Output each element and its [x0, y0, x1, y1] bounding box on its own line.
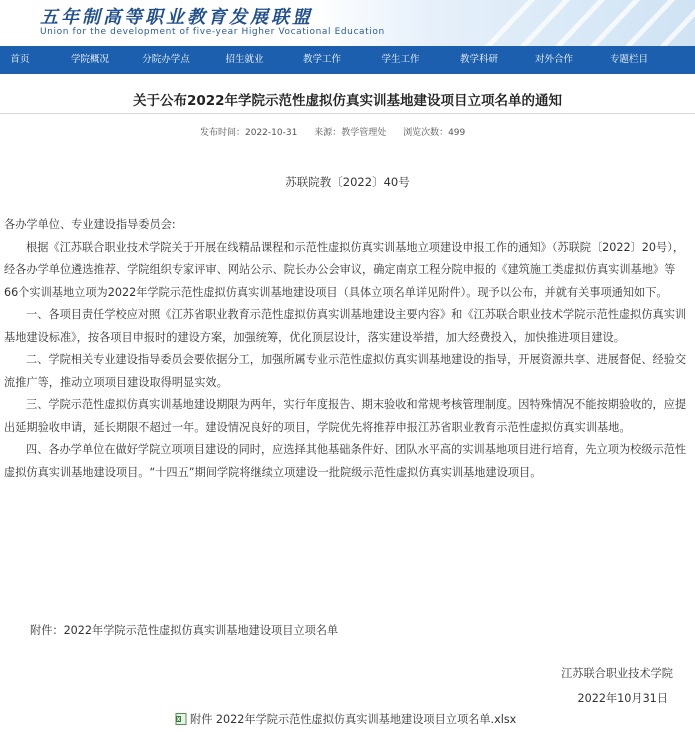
site-header: [0, 0, 695, 46]
header-decoration: [435, 0, 695, 46]
nav-item-topics[interactable]: 专题栏目: [609, 54, 648, 65]
attachment-note: 附件：2022年学院示范性虚拟仿真实训基地建设项目立项名单: [30, 624, 339, 637]
view-count: 浏览次数：499: [403, 128, 466, 138]
paragraph-1: 一、各项目责任学校应对照《江苏省职业教育示范性虚拟仿真实训基地建设主要内容》和《江苏联合职业技术学院示范性虚拟仿真实训基地建设标准》，按各项目申报时的建设方案，加强统筹，优化顶层设计，落实建设举措，加大经费投入，加快推进项目建设。: [4, 308, 687, 344]
document-number: 苏联院教〔2022〕40号: [285, 175, 410, 189]
site-logo-title[interactable]: 五年制高等职业教育发展联盟: [40, 7, 313, 28]
paragraph-2: 二、学院相关专业建设指导委员会要依据分工，加强所属专业示范性虚拟仿真实训基地建设的指导，开展资源共享、进展督促、经验交流推广等，推动立项项目建设取得明显实效。: [4, 353, 687, 389]
site-logo-subtitle: Union for the development of five-year Higher Vocational Education: [40, 27, 385, 37]
attachment-file-link[interactable]: [175, 711, 516, 727]
nav-item-admissions[interactable]: 招生就业: [225, 54, 264, 65]
article-source: 来源：教学管理处: [314, 128, 387, 138]
nav-item-about[interactable]: 学院概况: [70, 54, 109, 65]
article-meta: [200, 125, 479, 138]
signature-date: 2022年10月31日: [577, 692, 668, 705]
attachment-file-name[interactable]: 附件 2022年学院示范性虚拟仿真实训基地建设项目立项名单.xlsx: [190, 713, 517, 726]
paragraph-3: 三、学院示范性虚拟仿真实训基地建设期限为两年，实行年度报告、期末验收和常规考核管理制度。因特殊情况不能按期验收的，应提出延期验收申请，延长期限不超过一年。建设情况良好的项目，学院优先将推荐申报江苏省职业教育示范性虚拟仿真实训基地。: [4, 398, 687, 434]
paragraph-intro: 根据《江苏联合职业技术学院关于开展在线精品课程和示范性虚拟仿真实训基地立项建设申报工作的通知》（苏联院〔2022〕20号），经各办学单位遴选推荐、学院组织专家评审、网站公示、院长办公会审议，确定南京工程分院申报的《建筑施工类虚拟仿真实训基地》等66个实训基地立项为2022年学院示范性虚拟仿真实训基地建设项目（具体立项名单详见附件）。现予以公布，并就有关事项通知如下。: [4, 240, 685, 299]
nav-item-research[interactable]: 教学科研: [459, 54, 498, 65]
title-divider: [0, 113, 695, 114]
signature-organization: 江苏联合职业技术学院: [561, 667, 673, 680]
nav-item-teaching[interactable]: 教学工作: [302, 54, 341, 65]
article-body: [4, 214, 688, 484]
main-nav: [0, 46, 695, 74]
publish-time: 发布时间：2022-10-31: [200, 128, 298, 138]
nav-item-cooperation[interactable]: 对外合作: [534, 54, 573, 65]
nav-item-branches[interactable]: 分院办学点: [142, 54, 190, 65]
page-title: 关于公布2022年学院示范性虚拟仿真实训基地建设项目立项名单的通知: [132, 93, 563, 109]
nav-item-students[interactable]: 学生工作: [381, 54, 420, 65]
greeting: 各办学单位、专业建设指导委员会:: [4, 218, 176, 231]
paragraph-4: 四、各办学单位在做好学院立项项目建设的同时，应选择其他基础条件好、团队水平高的实训基地项目进行培育，先立项为校级示范性虚拟仿真实训基地建设项目。“十四五”期间学院将继续立项建设一批院级示范性虚拟仿真实训基地建设项目。: [4, 443, 687, 479]
excel-file-icon: [175, 713, 187, 725]
nav-item-home[interactable]: 首页: [10, 54, 30, 65]
